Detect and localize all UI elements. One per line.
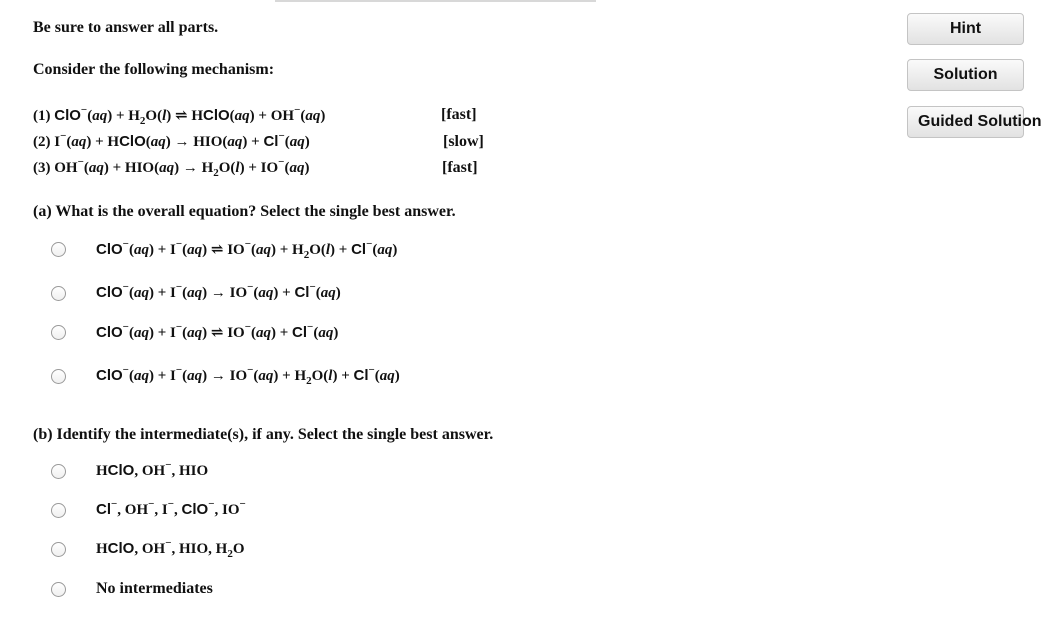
hint-button[interactable] (907, 13, 1024, 45)
hint-button-label: Hint (949, 20, 982, 37)
mechanism-step-2-equation: (2) I−(aq) + HClO(aq) → HIO(aq) + Cl−(aq) (33, 130, 310, 150)
radio-button[interactable] (51, 325, 66, 340)
radio-button[interactable] (51, 286, 66, 301)
mechanism-step-2 (33, 130, 484, 151)
part-b-option-1-label: HClO, OH−, HIO (96, 459, 209, 479)
mechanism-step-1-equation: (1) $ClO^-(aq) + H_2O(l)$ ⇌ HClO(aq) + OH−(aq) (33, 104, 326, 127)
guided-solution-button[interactable] (907, 106, 1042, 138)
mechanism-step-3-equation: (3) $OH^-(aq) + HIO(aq) \to H_2O(l) + IO^-(aq)$ (33, 156, 310, 179)
radio-button[interactable] (51, 503, 66, 518)
part-a-option-4-label: $ClO^-(aq) + I^-(aq) \to IO^-(aq) + H_2O(l) + Cl^-(aq)$ (96, 364, 400, 387)
mechanism-step-2-rate: [slow] (443, 133, 484, 150)
mechanism-step-1-rate: [fast] (441, 106, 477, 123)
part-b-option-4-label: No intermediates (96, 580, 213, 597)
radio-button[interactable] (51, 542, 66, 557)
solution-button[interactable] (907, 59, 1024, 91)
part-a-option-2-label: ClO−(aq) + I−(aq) → IO−(aq) + Cl−(aq) (96, 281, 341, 301)
radio-button[interactable] (51, 582, 66, 597)
part-a-option-1-label: ClO−(aq) + I−(aq) ⇌ $IO^-(aq) + H_2O(l) + Cl^-(aq)$ (96, 238, 398, 261)
mechanism-step-1 (33, 104, 477, 127)
mechanism-step-3 (33, 156, 478, 179)
top-divider (275, 0, 596, 2)
radio-button[interactable] (51, 369, 66, 384)
radio-button[interactable] (51, 242, 66, 257)
guided-solution-button-label: Guided Solution (918, 113, 1042, 130)
part-b-option-2-label: Cl−, OH−, I−, ClO−, IO− (96, 498, 246, 518)
part-b-question: (b) Identify the intermediate(s), if any. Select the single best answer. (33, 426, 494, 443)
mechanism-intro: Consider the following mechanism: (33, 61, 275, 78)
radio-button[interactable] (51, 464, 66, 479)
solution-button-label: Solution (933, 66, 998, 83)
part-a-question: (a) What is the overall equation? Select the single best answer. (33, 203, 456, 220)
part-b-option-3-label: HClO, OH−, HIO, $H_2O$ (96, 537, 245, 560)
instructions-title: Be sure to answer all parts. (33, 19, 219, 36)
mechanism-step-3-rate: [fast] (442, 159, 478, 176)
part-a-option-3-label: ClO−(aq) + I−(aq) ⇌ IO−(aq) + Cl−(aq) (96, 321, 339, 341)
